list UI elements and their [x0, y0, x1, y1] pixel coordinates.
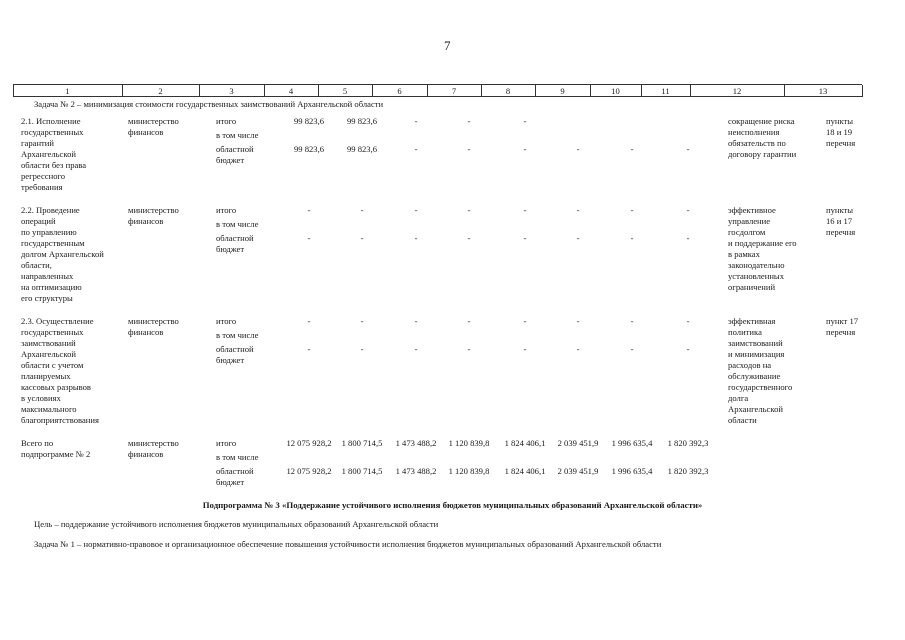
- value-total-cell: 1 120 839,8: [448, 438, 490, 448]
- header-cell: 7: [451, 86, 457, 96]
- value-budget-cell: 1 996 635,4: [611, 466, 653, 476]
- value-budget-cell: -: [307, 233, 311, 243]
- source-including-label: в том числе: [216, 452, 259, 462]
- value-budget-cell: -: [630, 144, 634, 154]
- value-budget-cell: 12 075 928,2: [286, 466, 332, 476]
- value-budget-cell: -: [523, 144, 527, 154]
- value-budget-cell: 99 823,6: [346, 144, 378, 154]
- row-reference: пункты 18 и 19 перечня: [826, 116, 856, 148]
- value-budget-cell: -: [307, 344, 311, 354]
- value-total-cell: -: [523, 205, 527, 215]
- value-total-cell: -: [467, 316, 471, 326]
- column-divider: [862, 85, 863, 97]
- source-total-label: итого: [216, 205, 237, 215]
- value-total-cell: 2 039 451,9: [557, 438, 599, 448]
- value-total-cell: -: [576, 205, 580, 215]
- value-total-cell: -: [360, 205, 364, 215]
- row-executor: министерство финансов: [128, 205, 179, 226]
- value-total-cell: -: [630, 316, 634, 326]
- value-total-cell: 1 473 488,2: [395, 438, 437, 448]
- header-cell: 6: [397, 86, 402, 96]
- value-total-cell: -: [523, 116, 527, 126]
- value-total-cell: 1 820 392,3: [667, 438, 709, 448]
- value-budget-cell: -: [686, 233, 690, 243]
- value-total-cell: -: [576, 316, 580, 326]
- header-cell: 9: [560, 86, 565, 96]
- value-budget-cell: -: [523, 344, 527, 354]
- header-cell: 12: [732, 86, 742, 96]
- header-cell: 11: [661, 86, 670, 96]
- value-total-cell: 1 996 635,4: [611, 438, 653, 448]
- value-total-cell: -: [414, 205, 418, 215]
- value-budget-cell: -: [630, 344, 634, 354]
- task2-title: Задача № 2 – минимизация стоимости государственных заимствований Архангельской области: [34, 99, 384, 109]
- value-budget-cell: -: [630, 233, 634, 243]
- row-reference: пункт 17 перечня: [826, 316, 859, 337]
- value-budget-cell: -: [523, 233, 527, 243]
- row-executor: министерство финансов: [128, 316, 179, 337]
- value-budget-cell: 1 824 406,1: [504, 466, 546, 476]
- source-total-label: итого: [216, 116, 237, 126]
- header-cell: 13: [818, 86, 828, 96]
- value-total-cell: -: [630, 205, 634, 215]
- header-cell: 5: [342, 86, 348, 96]
- value-budget-cell: -: [576, 233, 580, 243]
- row-result: эффективная политика заимствований и минимизация расходов на обслуживание государственного долга Архангельской области: [728, 316, 793, 425]
- header-cell: 10: [611, 86, 620, 96]
- row-name: 2.3. Осуществление государственных заимствований Архангельской области с учетом планируемых кассовых разрывов в условиях максимального благоприятствования: [21, 316, 99, 425]
- value-total-cell: -: [414, 116, 418, 126]
- value-budget-cell: -: [360, 233, 364, 243]
- row-result: эффективное управление госдолгом и поддержание его в рамках законодательно установленных ограничений: [728, 205, 797, 292]
- source-including-label: в том числе: [216, 219, 259, 229]
- source-total-label: итого: [216, 438, 237, 448]
- value-total-cell: -: [307, 205, 311, 215]
- source-budget-label: областной бюджет: [216, 344, 254, 365]
- value-budget-cell: 1 473 488,2: [395, 466, 437, 476]
- subprogram3-title: Подпрограмма № 3 «Поддержание устойчивого исполнения бюджетов муниципальных образований Архангельской области»: [202, 500, 703, 510]
- value-budget-cell: -: [360, 344, 364, 354]
- value-total-cell: -: [686, 316, 690, 326]
- value-total-cell: -: [523, 316, 527, 326]
- task1-text: Задача № 1 – нормативно-правовое и организационное обеспечение повышения устойчивости исполнения бюджетов муниципальных образований Архангельской области: [34, 539, 662, 549]
- value-budget-cell: 1 820 392,3: [667, 466, 709, 476]
- value-total-cell: -: [307, 316, 311, 326]
- value-total-cell: 99 823,6: [293, 116, 325, 126]
- row-name: 2.2. Проведение операций по управлению государственным долгом Архангельской области, направленных на оптимизацию его структуры: [21, 205, 104, 303]
- value-total-cell: 1 800 714,5: [341, 438, 383, 448]
- value-total-cell: 12 075 928,2: [286, 438, 332, 448]
- row-name: 2.1. Исполнение государственных гарантий Архангельской области без права регрессного требования: [21, 116, 87, 192]
- value-total-cell: -: [360, 316, 364, 326]
- value-budget-cell: -: [414, 344, 418, 354]
- source-including-label: в том числе: [216, 130, 259, 140]
- value-budget-cell: -: [576, 144, 580, 154]
- value-total-cell: 1 824 406,1: [504, 438, 546, 448]
- page-number: 7: [444, 38, 451, 53]
- value-budget-cell: 1 800 714,5: [341, 466, 383, 476]
- value-budget-cell: -: [686, 344, 690, 354]
- header-cell: 8: [505, 86, 511, 96]
- value-budget-cell: -: [467, 144, 471, 154]
- source-total-label: итого: [216, 316, 237, 326]
- goal-text: Цель – поддержание устойчивого исполнения бюджетов муниципальных образований Архангельской области: [34, 519, 439, 529]
- header-cell: 2: [158, 86, 163, 96]
- value-budget-cell: -: [686, 144, 690, 154]
- source-including-label: в том числе: [216, 330, 259, 340]
- value-budget-cell: 99 823,6: [293, 144, 325, 154]
- value-total-cell: -: [467, 116, 471, 126]
- source-budget-label: областной бюджет: [216, 144, 254, 165]
- row-executor: министерство финансов: [128, 116, 179, 137]
- source-budget-label: областной бюджет: [216, 466, 254, 487]
- header-cell: 1: [65, 86, 70, 96]
- source-budget-label: областной бюджет: [216, 233, 254, 254]
- row-executor: министерство финансов: [128, 438, 179, 459]
- value-total-cell: -: [467, 205, 471, 215]
- value-budget-cell: -: [414, 144, 418, 154]
- row-result: сокращение риска неисполнения обязательств по договору гарантии: [728, 116, 797, 159]
- value-budget-cell: -: [414, 233, 418, 243]
- value-budget-cell: -: [467, 233, 471, 243]
- value-total-cell: 99 823,6: [346, 116, 378, 126]
- value-total-cell: -: [686, 205, 690, 215]
- row-name: Всего по подпрограмме № 2: [21, 438, 91, 459]
- value-budget-cell: -: [467, 344, 471, 354]
- row-reference: пункты 16 и 17 перечня: [826, 205, 856, 237]
- value-budget-cell: 2 039 451,9: [557, 466, 599, 476]
- value-budget-cell: 1 120 839,8: [448, 466, 490, 476]
- value-budget-cell: -: [576, 344, 580, 354]
- value-total-cell: -: [414, 316, 418, 326]
- header-cell: 3: [229, 86, 234, 96]
- header-cell: 4: [288, 86, 294, 96]
